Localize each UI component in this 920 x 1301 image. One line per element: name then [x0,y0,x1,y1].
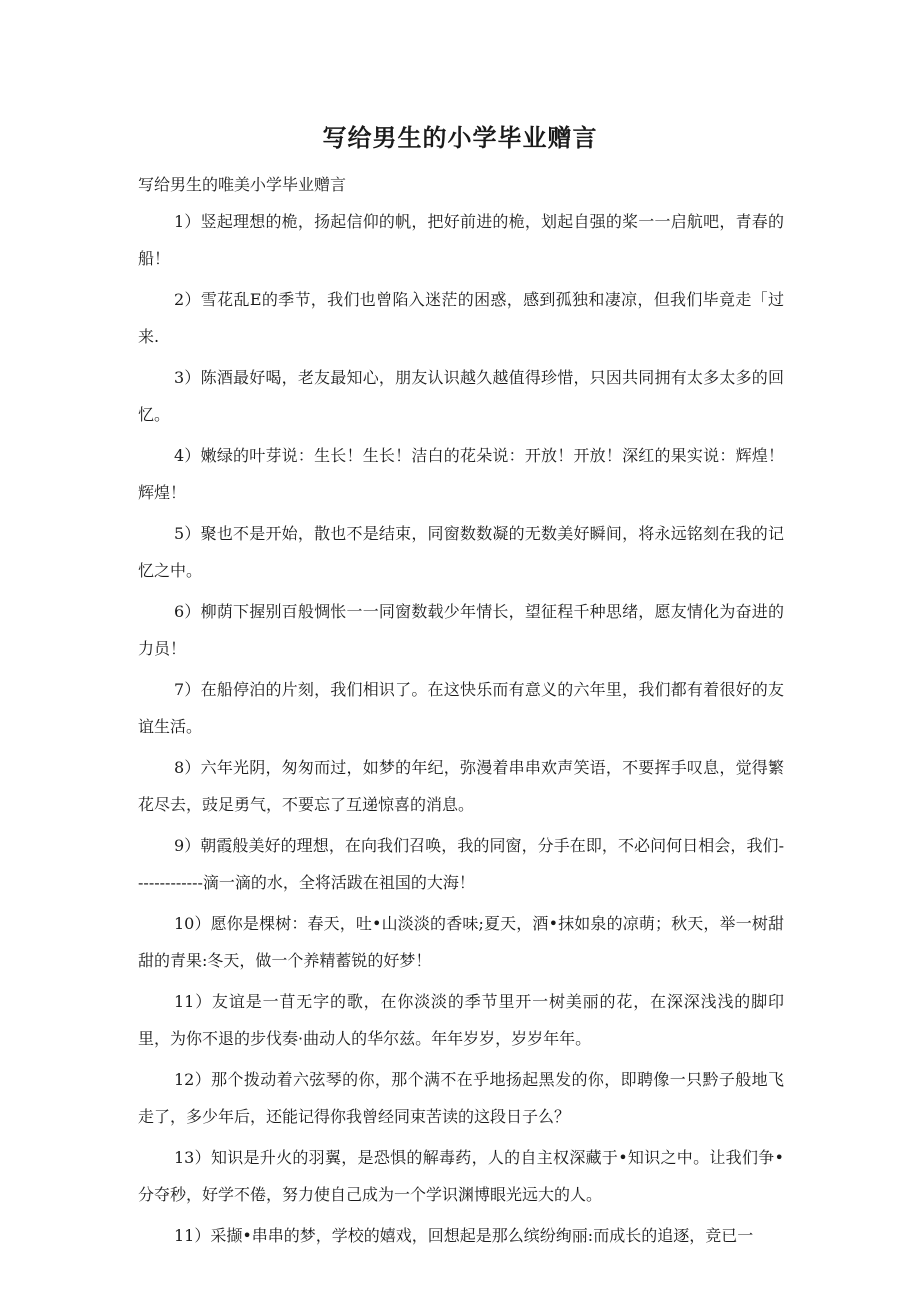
document-subtitle: 写给男生的唯美小学毕业赠言 [138,175,347,194]
paragraph-14: 11）采撷•串串的梦，学校的嬉戏，回想起是那么缤纷绚丽:而成长的追逐，竞已一 [174,1226,754,1245]
paragraph-3: 3）陈酒最好喝，老友最知心，朋友认识越久越值得珍惜，只因共同拥有太多太多的回忆。 [138,368,784,424]
paragraph-7: 7）在船停泊的片刻，我们相识了。在这快乐而有意义的六年里，我们都有着很好的友谊生活。 [138,680,784,736]
paragraph-13: 13）知识是升火的羽翼，是恐惧的解毒药，人的自主权深藏于•知识之中。让我们争•分夺秒，好学不倦，努力使自己成为一个学识渊博眼光远大的人。 [138,1148,784,1204]
document-body [138,203,784,1258]
paragraph-11: 11）友谊是一苜无字的歌，在你淡淡的季节里开一树美丽的花，在深深浅浅的脚印里，为你不退的步伐奏·曲动人的华尔兹。年年岁岁，岁岁年年。 [138,992,784,1048]
paragraph-8: 8）六年光阴，匆匆而过，如梦的年纪，弥漫着串串欢声笑语，不要挥手叹息，觉得繁花尽去，豉足勇气，不要忘了互递惊喜的消息。 [138,758,784,814]
paragraph-12: 12）那个拨动着六弦琴的你，那个满不在乎地扬起黑发的你，即聘像一只黔子般地飞走了，多少年后，还能记得你我曾经同束苦读的这段日子么？ [138,1070,784,1126]
paragraph-2: 2）雪花乱E的季节，我们也曾陷入迷茫的困惑，感到孤独和凄凉，但我们毕竟走「过来. [138,290,784,346]
paragraph-1: 1）竖起理想的桅，扬起信仰的帆，把好前进的桅，划起自强的桨一一启航吧，青春的船！ [138,212,784,268]
paragraph-6: 6）柳荫下握别百般惆怅一一同窗数载少年情长，望征程千种思绪，愿友情化为奋进的力员！ [138,602,784,658]
paragraph-9: 9）朝霞般美好的理想，在向我们召唤，我的同窗，分手在即，不必问何日相会，我们-------------滴一滴的水，全将活跋在祖国的大海！ [138,836,784,892]
document-title: 写给男生的小学毕业赠言 [322,124,598,152]
paragraph-4: 4）嫩绿的叶芽说：生长！生长！洁白的花朵说：开放！开放！深红的果实说：辉煌！辉煌！ [138,446,784,502]
paragraph-10: 10）愿你是棵树：春天，吐•山淡淡的香味;夏天，酒•抹如泉的凉萌；秋天，举一树甜甜的青果:冬天，做一个养精蓄锐的好梦！ [138,914,784,970]
paragraph-5: 5）聚也不是开始，散也不是结束，同窗数数凝的无数美好瞬间，将永远铭刻在我的记忆之中。 [138,524,784,580]
